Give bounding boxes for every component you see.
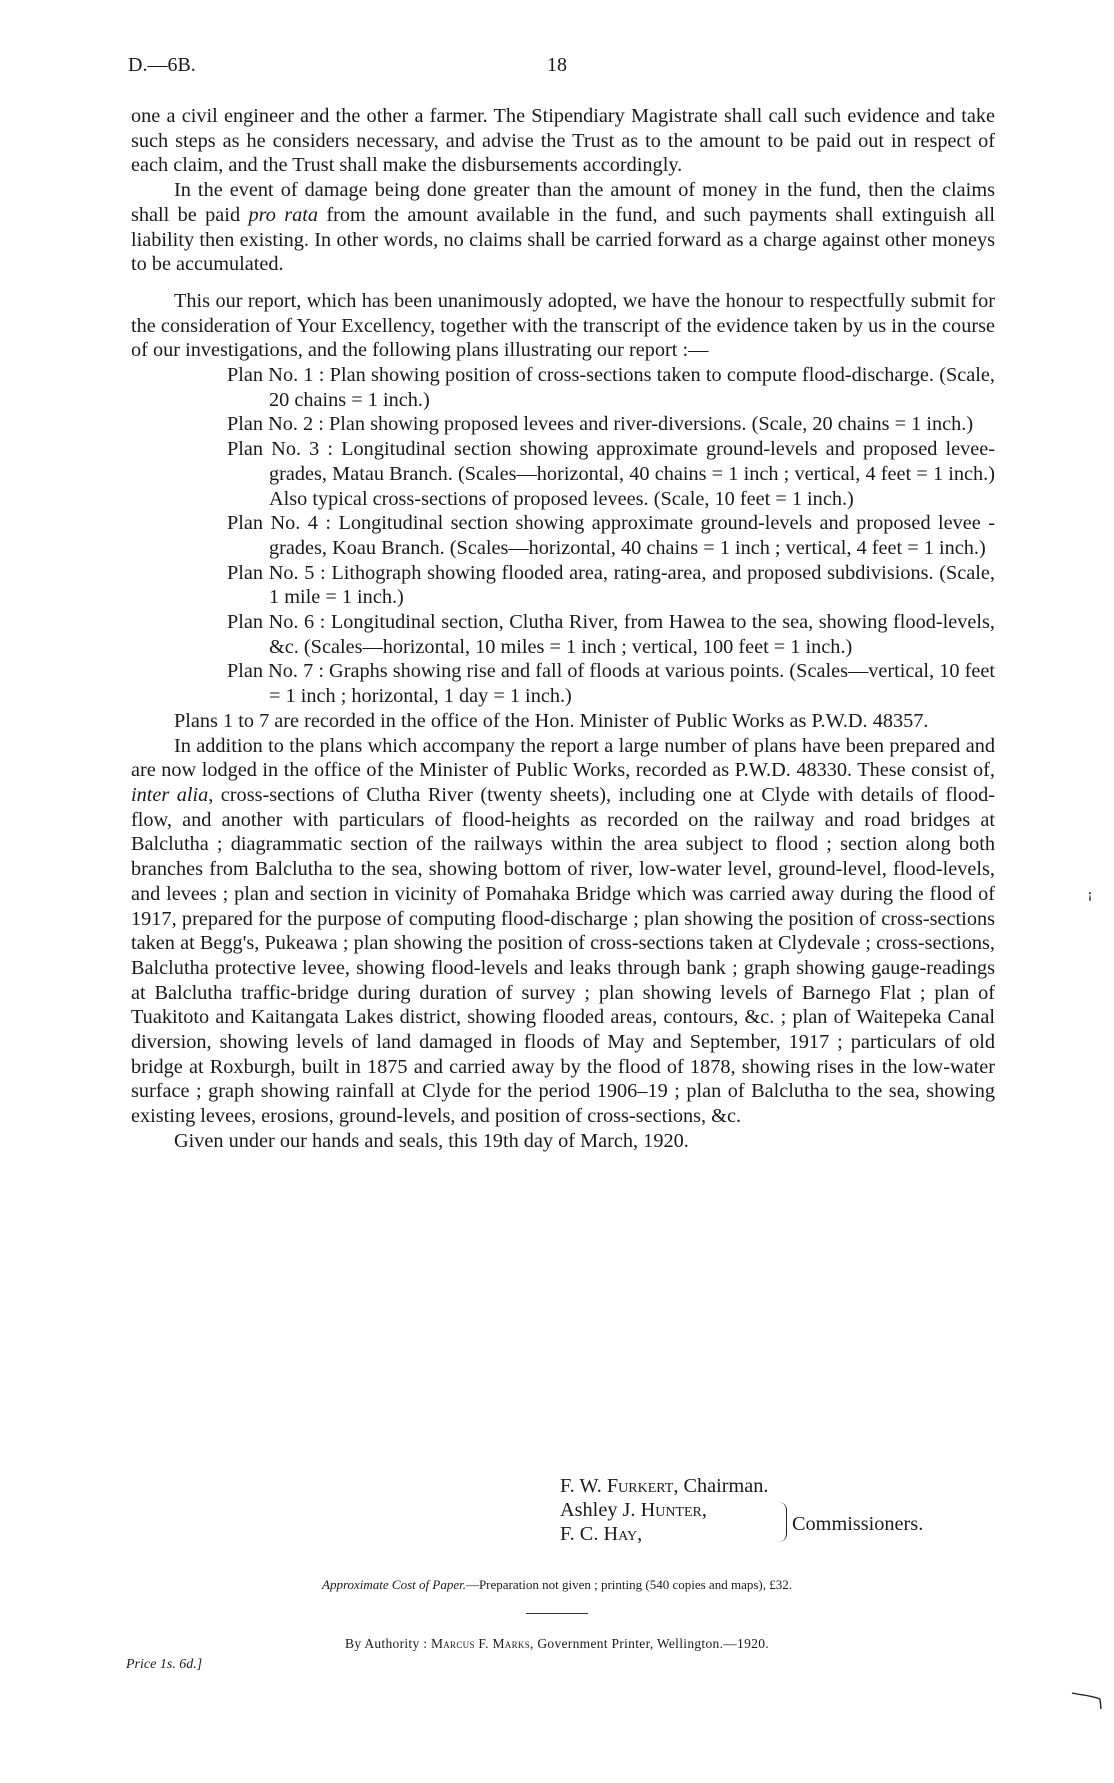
italic-phrase: inter alia [131,783,209,806]
plan-item: Plan No. 1 : Plan showing position of cross-sections taken to compute flood-discharge. (Scale, 20 chains = 1 inch.) [227,364,995,411]
signature-commissioner [560,1522,769,1546]
paragraph-damage-fund [131,178,995,277]
plan-item: Plan No. 4 : Longitudinal section showing approximate ground-levels and proposed levee - grades, Koau Branch. (Scales—horizontal, 40 chains = 1 inch ; vertical, 4 feet = 1 inch.) [227,512,995,559]
signatory-initials: Ashley J. [560,1499,641,1521]
signatory-surname: Hunter [640,1499,702,1521]
separator: , [637,1523,643,1545]
page-header [128,54,986,84]
cost-text: —Preparation not given ; printing (540 copies and maps), £32. [465,1577,792,1592]
signatory-initials: F. C. [560,1523,604,1545]
authority-prefix: By Authority : [345,1636,431,1651]
plan-item: Plan No. 3 : Longitudinal section showing approximate ground-levels and proposed levee-grades, Matau Branch. (Scales—horizontal, 40 chains = 1 inch ; vertical, 4 feet = 1 inch.) Also typical cross-sections of proposed levees. (Scale, 10 feet = 1 inch.) [227,438,995,510]
paragraph-additional-plans [131,734,995,1129]
plan-item: Plan No. 7 : Graphs showing rise and fall of floods at various points. (Scales—vertical, 10 feet = 1 inch ; horizontal, 1 day = 1 inch.) [227,660,995,708]
printer-imprint [0,1636,1114,1652]
margin-mark: ꜟ [1087,888,1093,908]
report-body [131,104,995,1154]
signatory-initials: F. W. [560,1475,607,1497]
divider-rule [526,1613,588,1614]
document-reference: D.—6B. [128,54,196,76]
commissioners-label: Commissioners. [792,1513,924,1535]
signatory-role: , Chairman. [673,1475,769,1497]
printer-name: Marcus F. Marks [430,1636,531,1651]
cost-label: Approximate Cost of Paper. [322,1577,466,1592]
plan-item: Plan No. 5 : Lithograph showing flooded area, rating-area, and proposed subdivisions. (Scale, 1 mile = 1 inch.) [227,561,995,609]
brace-bracket [778,1502,787,1542]
paragraph-report-submission: This our report, which has been unanimously adopted, we have the honour to respectfully submit for the consideration of Your Excellency, together with the transcript of the evidence taken by us in the course of our investigations, and the following plans illustrating our report :— [131,289,995,362]
signatory-surname: Hay [603,1523,638,1545]
paragraph-text: from the amount available in the fund, and such payments shall extinguish all liability then existing. In other words, no claims shall be carried forward as a charge against other moneys to be accumulated. [131,203,995,276]
paragraph-text: In addition to the plans which accompany the report a large number of plans have been prepared and are now lodged in the office of the Minister of Public Works, recorded as P.W.D. 48330. These consist of, [131,734,995,782]
commissioners-group [560,1498,924,1546]
paragraph-text: In the event of damage being done greater than the amount of money in the fund, then the claims shall be paid [131,179,995,226]
signature-block [560,1474,924,1546]
separator: , [701,1499,707,1521]
paragraph-claims-procedure: one a civil engineer and the other a farmer. The Stipendiary Magistrate shall call such evidence and take such steps as he considers necessary, and advise the Trust as to the amount to be paid out in respect of each claim, and the Trust shall make the disbursements accordingly. [131,105,995,177]
corner-mark [1070,1687,1104,1711]
paragraph-text: , cross-sections of Clutha River (twenty sheets), including one at Clyde with details of flood-flow, and another with particulars of flood-heights as recorded on the railway and road bridges at Balclutha ; diagrammatic section of the railways within the area subject to flood ; section along both branches from Balclutha to the sea, showing bottom of river, low-water level, ground-level, flood-levels, and levees ; plan and section in vicinity of Pomahaka Bridge which was carried away during the flood of 1917, prepared for the purpose of computing flood-discharge ; plan showing the position of cross-sections taken at Begg's, Pukeawa ; plan showing the position of cross-sections taken at Clydevale ; cross-sections, Balclutha protective levee, showing flood-levels and leaks through bank ; graph showing gauge-readings at Balclutha traffic-bridge during duration of survey ; plan showing levels of Barnego Flat ; plan of Tuakitoto and Kaitangata Lakes district, showing flooded areas, contours, &c. ; plan of Waitepeka Canal diversion, showing levels of land damaged in floods of May and September, 1917 ; particulars of old bridge at Roxburgh, built in 1875 and carried away by the flood of 1878, showing rises in the low-water surface ; graph showing rainfall at Clyde for the period 1906–19 ; plan of Balclutha to the sea, showing existing levees, erosions, ground-levels, and position of cross-sections, &c. [131,783,995,1128]
cost-footnote [0,1577,1114,1593]
plans-list [131,363,995,709]
signatory-surname: Furkert [606,1475,674,1497]
authority-suffix: , Government Printer, Wellington.—1920. [530,1636,769,1651]
signature-chairman [560,1474,769,1498]
plan-item: Plan No. 6 : Longitudinal section, Clutha River, from Hawea to the sea, showing flood-levels, &c. (Scales—horizontal, 10 miles = 1 inch ; vertical, 100 feet = 1 inch.) [227,611,995,658]
paragraph-plans-recorded: Plans 1 to 7 are recorded in the office of the Hon. Minister of Public Works as P.W.D. 48357. [174,709,929,732]
page-number: 18 [547,54,567,76]
signature-commissioner [560,1498,769,1522]
plan-item: Plan No. 2 : Plan showing proposed levees and river-diversions. (Scale, 20 chains = 1 inch.) [227,413,974,436]
italic-phrase: pro rata [248,203,319,226]
paragraph-given-under-hands: Given under our hands and seals, this 19th day of March, 1920. [174,1129,689,1152]
price-label: Price 1s. 6d.] [126,1657,203,1672]
